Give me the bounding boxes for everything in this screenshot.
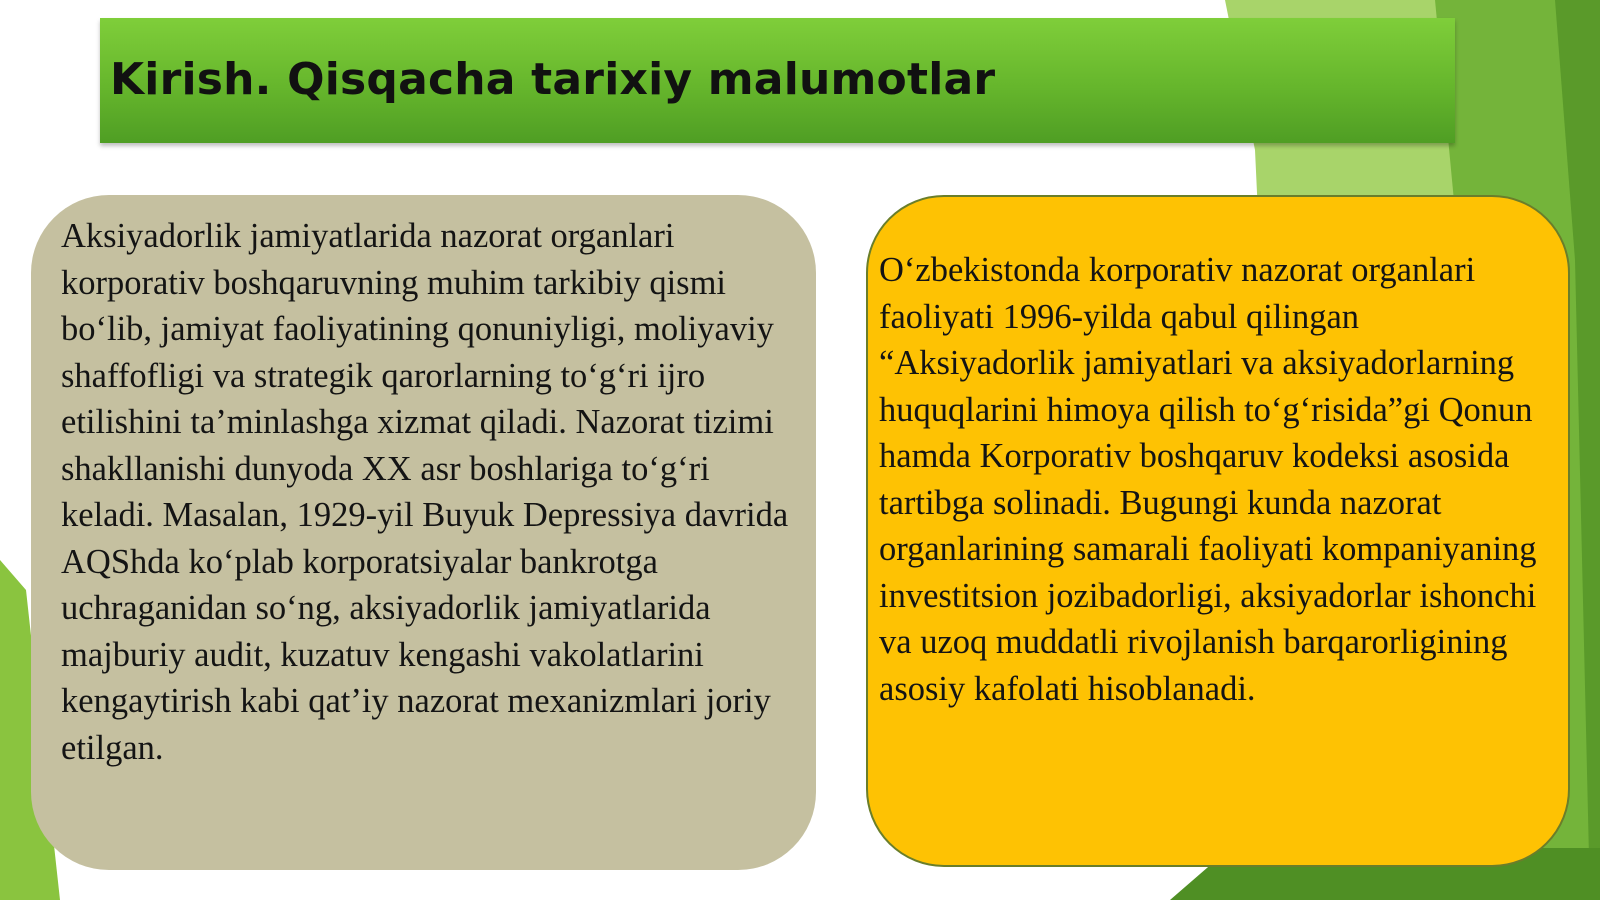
right-box-text: O‘zbekistonda korporativ nazorat organlari faoliyati 1996-yilda qabul qilingan “Aksiyadorlik jamiyatlari va aksiyadorlarning huquqlarini himoya qilish to‘g‘risida”gi Qonun hamda Korporativ boshqaruv kodeksi asosida tartibga solinadi. Bugungi kunda nazorat organlarining samarali faoliyati kompaniyaning investitsion jozibadorligi, aksiyadorlar ishonchi va uzoq muddatli rivojlanish barqarorligining asosiy kafolati hisoblanadi. [879, 251, 1537, 708]
right-text-box [866, 195, 1570, 867]
left-box-text: Aksiyadorlik jamiyatlarida nazorat organlari korporativ boshqaruvning muhim tarkibiy qismi bo‘lib, jamiyat faoliyatining qonuniyligi, moliyaviy shaffofligi va strategik qarorlarning to‘g‘ri ijro etilishini ta’minlashga xizmat qiladi. Nazorat tizimi shakllanishi dunyoda XX asr boshlariga to‘g‘ri keladi. Masalan, 1929-yil Buyuk Depressiya davrida AQShda ko‘plab korporatsiyalar bankrotga uchraganidan so‘ng, aksiyadorlik jamiyatlarida majburiy audit, kuzatuv kengashi vakolatlarini kengaytirish kabi qat’iy nazorat mexanizmlari joriy etilgan. [61, 217, 789, 767]
slide-title: Kirish. Qisqacha tarixiy malumotlar [110, 54, 996, 105]
title-bar [100, 18, 1455, 143]
left-text-box [31, 195, 816, 870]
